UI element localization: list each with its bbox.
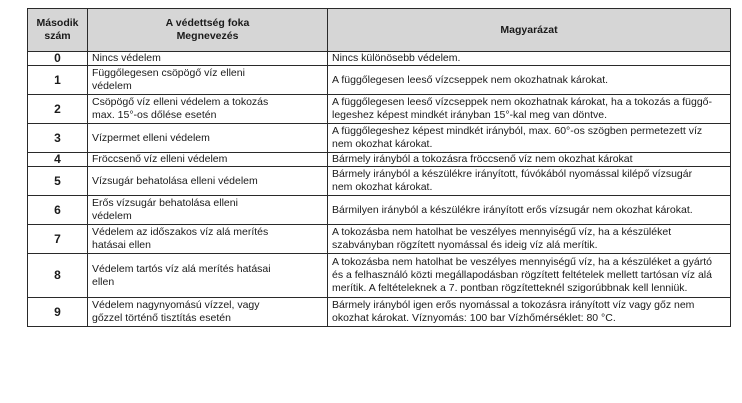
row-name-line: max. 15°-os dőlése esetén (92, 109, 217, 121)
header-name-line: A védettség foka (165, 17, 250, 29)
row-name (88, 254, 328, 298)
table-row (28, 254, 731, 298)
row-description-line: Nincs különösebb védelem. (332, 52, 461, 64)
row-number: 7 (28, 225, 88, 254)
ip-protection-table-container (27, 8, 730, 327)
row-name-line: Vízpermet elleni védelem (92, 131, 210, 144)
row-description-line: Bármely irányból a készülékre irányított, fúvókából nyomással kilépő vízsugár (332, 168, 693, 180)
row-name (88, 95, 328, 124)
row-name (88, 196, 328, 225)
row-description (328, 153, 731, 167)
row-number: 3 (28, 124, 88, 153)
row-name-line: Függőlegesen csöpögő víz elleni (92, 67, 245, 79)
row-description (328, 196, 731, 225)
row-description-line: Bármely irányból igen erős nyomással a tokozásra irányított víz vagy gőz nem (332, 299, 695, 311)
row-description (328, 52, 731, 66)
row-description-line: okozhat károkat. Víznyomás: 100 bar Vízhőmérséklet: 80 °C. (332, 312, 616, 324)
row-description-line: szabványban rögzített nyomással és ideig víz alá merítik. (332, 239, 598, 251)
row-description-line: és a felhasználó közti megállapodásban rögzített feltételek mellett tartósan víz alá (332, 269, 712, 281)
table-row (28, 225, 731, 254)
row-number: 0 (28, 52, 88, 66)
row-description-line: A függőlegesen leeső vízcseppek nem okozhatnak károkat. (332, 73, 609, 86)
row-name-line: Vízsugár behatolása elleni védelem (92, 174, 258, 187)
table-row (28, 124, 731, 153)
header-description: Magyarázat (328, 9, 731, 52)
table-row (28, 153, 731, 167)
row-description-line: nem okozhat károkat. (332, 138, 433, 150)
header-name-line: Megnevezés (176, 30, 239, 42)
row-number: 6 (28, 196, 88, 225)
table-row (28, 167, 731, 196)
row-name-line: Védelem tartós víz alá merítés hatásai (92, 262, 271, 275)
row-name (88, 124, 328, 153)
row-description (328, 95, 731, 124)
row-description-line: A tokozásba nem hatolhat be veszélyes mennyiségű víz, ha a készüléket a gyártó (332, 256, 712, 268)
table-header-row (28, 9, 731, 52)
table-row (28, 66, 731, 95)
row-name-line: Védelem nagynyomású vízzel, vagy (92, 299, 260, 311)
header-number-line: szám (44, 30, 71, 42)
row-name (88, 66, 328, 95)
row-name (88, 52, 328, 66)
row-name (88, 167, 328, 196)
row-description-line: A függőlegeshez képest mindkét irányból, max. 60°-os szögben permetezett víz (332, 125, 703, 137)
row-description-line: Bármely irányból a tokozásra fröccsenő víz nem okozhat károkat (332, 153, 633, 165)
row-name-line: Fröccsenő víz elleni védelem (92, 153, 228, 165)
header-number-line: Második (36, 17, 79, 29)
table-row (28, 52, 731, 66)
row-name-line: védelem (92, 210, 132, 222)
row-number: 2 (28, 95, 88, 124)
row-name-line: gőzzel történő tisztítás esetén (92, 312, 231, 324)
row-description (328, 167, 731, 196)
row-name-line: Védelem az időszakos víz alá merítés (92, 226, 269, 238)
row-description (328, 124, 731, 153)
row-name (88, 153, 328, 167)
row-number: 4 (28, 153, 88, 167)
header-number (28, 9, 88, 52)
row-description (328, 66, 731, 95)
row-name (88, 225, 328, 254)
table-row (28, 95, 731, 124)
row-description-line: Bármilyen irányból a készülékre irányított erős vízsugár nem okozhat károkat. (332, 203, 693, 216)
row-number: 1 (28, 66, 88, 95)
table-row (28, 196, 731, 225)
row-description-line: A tokozásba nem hatolhat be veszélyes mennyiségű víz, ha a készüléket (332, 226, 672, 238)
row-description-line: merítik. A feltételeknek a 7. pontban rögzítetteknél szigorúbbnak kell lenniük. (332, 282, 688, 294)
row-description-line: A függőlegesen leeső vízcseppek nem okozhatnak károkat, ha a tokozás a függő- (332, 96, 712, 108)
row-description-line: legeshez képest mindkét irányban 15°-kal meg van döntve. (332, 109, 608, 121)
row-name-line: védelem (92, 80, 132, 92)
row-description (328, 254, 731, 298)
row-number: 9 (28, 298, 88, 327)
row-number: 8 (28, 254, 88, 298)
row-description (328, 225, 731, 254)
row-description-line: nem okozhat károkat. (332, 181, 433, 193)
ip-protection-table (27, 8, 731, 327)
row-name-line: Erős vízsugár behatolása elleni (92, 197, 238, 209)
row-description (328, 298, 731, 327)
header-name (88, 9, 328, 52)
row-name (88, 298, 328, 327)
row-name-line: hatásai ellen (92, 239, 151, 251)
row-number: 5 (28, 167, 88, 196)
row-name-line: Nincs védelem (92, 52, 161, 64)
row-name-line: ellen (92, 275, 115, 288)
table-row (28, 298, 731, 327)
row-name-line: Csöpögő víz elleni védelem a tokozás (92, 96, 269, 108)
